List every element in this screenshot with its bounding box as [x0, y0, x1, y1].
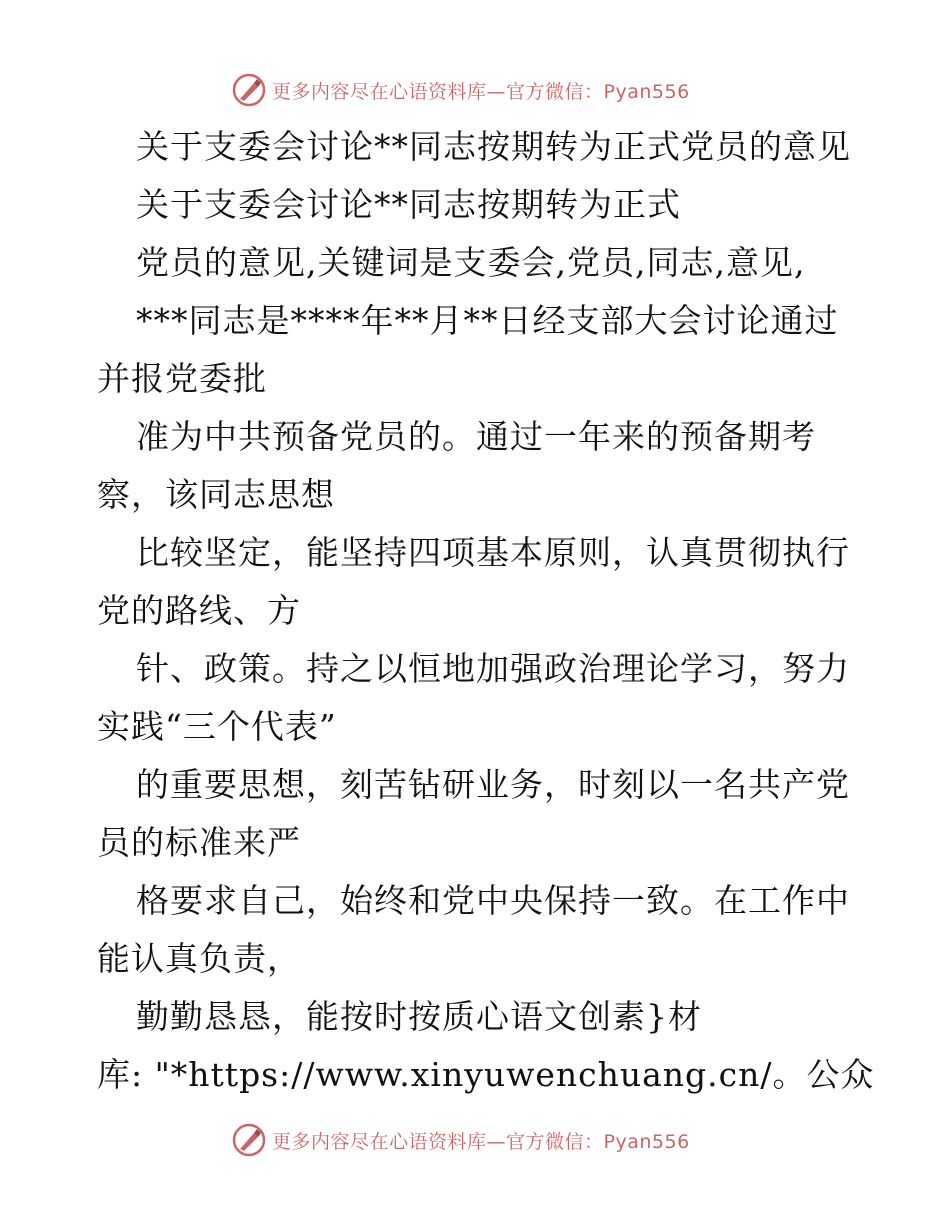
text-line: 准为中共预备党员的。通过一年来的预备期考 [136, 417, 816, 456]
watermark-text: 更多内容尽在心语资料库—官方微信：Pyan556 [272, 80, 690, 103]
text-line: 库: "*https://www.xinyuwenchuang.cn/。公众 [97, 1055, 875, 1094]
document-title: 关于支委会讨论**同志按期转为正式党员的意见 [136, 127, 851, 166]
text-line: 党员的意见,关键词是支委会,党员,同志,意见, [136, 243, 806, 282]
watermark-footer [232, 1122, 752, 1158]
text-line: 实践“三个代表” [97, 707, 337, 746]
text-line: 的重要思想，刻苦钻研业务，时刻以一名共产党 [136, 765, 850, 804]
text-line: 党的路线、方 [97, 591, 301, 630]
text-line: ***同志是****年**月**日经支部大会讨论通过 [136, 301, 839, 340]
text-line: 并报党委批 [97, 359, 267, 398]
pen-logo-icon [232, 1123, 266, 1157]
text-line: 员的标准来严 [97, 823, 301, 862]
text-line: 比较坚定，能坚持四项基本原则，认真贯彻执行 [136, 533, 850, 572]
text-line: 关于支委会讨论**同志按期转为正式 [136, 185, 681, 224]
text-line: 能认真负责， [97, 939, 301, 978]
watermark-text: 更多内容尽在心语资料库—官方微信：Pyan556 [272, 1130, 690, 1153]
text-line: 格要求自己，始终和党中央保持一致。在工作中 [136, 881, 850, 920]
text-line: 针、政策。持之以恒地加强政治理论学习，努力 [136, 649, 850, 688]
text-line: 勤勤恳恳，能按时按质心语文创素}材 [136, 997, 702, 1036]
text-line: 察，该同志思想 [97, 475, 335, 514]
